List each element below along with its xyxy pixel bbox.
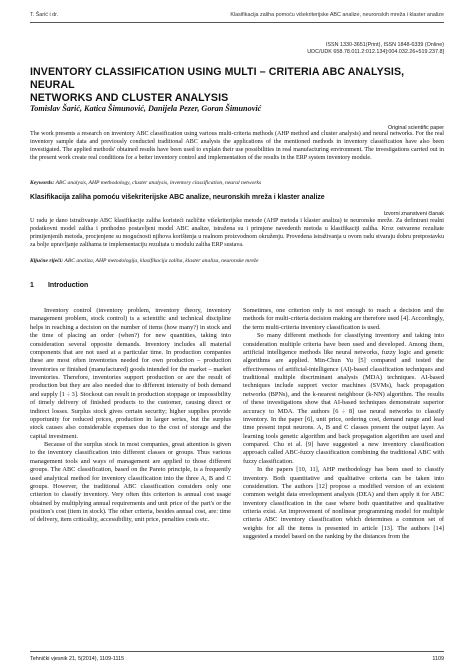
udc-line: UDC/UDK 658.78.011.2:012.134]:004.032.26+519.237.8] [307,49,444,55]
column-left [30,307,231,642]
keywords-en-text: ABC analysis, AHP methodology, cluster analysis, inventory classification, neural networks [55,180,262,186]
column-right [243,307,444,642]
running-header-authors: T. Šarić i dr. [30,12,59,18]
section-number: 1 [30,282,34,289]
header-rule [30,22,444,23]
keywords-hr [30,258,444,265]
paragraph: So many different methods for classifying inventory and taking into consideration multiple criteria have been used and developed. Among them, artificial intelligence methods like neural networks, fuzzy logic and genetic algorithms are applied. Min-Chun Yu [5] compared and tested the effectiveness of artificial-intelligence (AI)-based classification techniques and traditional multiple discriminant analysis (MDA) techniques. AI-based techniques include support vector machines (SVMs), back propagation networks (BPNs), and the k-nearest neighbour (k-NN) algorithm. The results of these investigations show that AI-based techniques demonstrate superior accuracy to MDA. The authors [6 ÷ 8] use neural networks to classify inventory. In the paper [6], unit price, ordering cost, demand range and lead time present input neurons. A, B and C classes present the output layer. As learning tools genetic algorithm and back propagation algorithm are used and compared. Chu et al. [9] have suggested a new inventory classification approach called ABC-fuzzy classification combining the traditional ABC with fuzzy classification. [243,332,444,465]
author-list: Tomislav Šarić, Katica Šimunović, Danijela Pezer, Goran Šimunović [30,104,262,113]
body-columns [30,307,444,642]
paper-title-line-1: INVENTORY CLASSIFICATION USING MULTI – CRITERIA ABC ANALYSIS, NEURAL [30,66,405,91]
journal-citation: Tehnički vjesnik 21, 5(2014), 1109-1115 [30,656,125,662]
abstract-en: The work presents a research on inventory ABC classification using various multi-criteria methods (AHP method and cluster analysis) and neural networks. For the real inventory sample data and previously conducted traditional ABC analysis the applications of the mentioned methods in inventory classification have also been investigated. The applied methods' obtained results have been used to explain their use possibilities in real manufacturing environment. The investigations carried out in the present work create real conditions for a better inventory control and implementation of the results in the ERP system inventory module. [30,131,444,161]
page-number: 1109 [432,656,444,662]
keywords-hr-label: Ključne riječi: [30,258,64,264]
paper-type-hr: Izvorni znanstveni članak [383,211,444,217]
issn-line: ISSN 1330-3651(Print), ISSN 1848-6339 (Online) [325,42,444,48]
abstract-hr: U radu je dano istraživanje ABC klasifikacije zaliha koristeći različite višekriterijske metode (AHP metoda i klaster analiza) te neuronske mreže. Za definirani realni podatkovni model zaliha i prethodno postavljeni model ABC analize, istražena su i primjene navedenih metoda u klasifikaciji zaliha. Kroz ostvarene rezultate primijenjenih metoda, procjenjene su mogućnosti njihova korištenja u realnom proizvodnom okruženju. Provedena istraživanja u ovom radu stvaraju dobru pretpostavku za bolje upravljanje zalihama te implementaciju rezultata u modulu zaliha ERP sustava. [30,218,444,248]
keywords-hr-text: ABC analiza, AHP metodologija, klasifikacija zaliha, klaster analiza, neuronske mreže [64,258,259,264]
paragraph: In the papers [10, 11], AHP methodology has been used to classify inventory. Both quantitative and qualitative criteria can be taken into consideration. The authors [12] propose a modified version of an existent common weight data envelopment analysis (DEA) and then apply it for ABC inventory classification in the case where both quantitative and qualitative criteria exist. An improvement of nonlinear programming model for multiple criteria ABC inventory classification which determines a common set of weights for all the items is presented in article [13]. The authors [14] suggested a model based on the ranking by the distances from the [243,466,444,541]
paper-type-en: Original scientific paper [387,125,444,131]
paragraph: Sometimes, one criterion only is not enough to reach a decision and the methods for multi-criteria decision making are therefore used [4]. Accordingly, the term multi-criteria inventory classification is used. [243,307,444,331]
issn-block [307,42,444,56]
paragraph: Inventory control (inventory problem, inventory theory, inventory management problem, stock control) is a scientific and technical discipline helps in reaching a decision on the number of items (how many?) in stock and the time of placing an order (when?) for new quantities, taking into consideration several opposite demands. Inventory includes all material components that are not used at a particular time. In production companies these are most often inventories needed for own production – production inventories or finished (manufactured) goods intended for the market – market inventories. Therefore, inventories support production or are the result of production but they are also needed due to different intensity of both demand and supply [1 ÷ 3]. Stockout can result in production stoppage or impossibility of timely delivery of finished products to the customer, causing direct or indirect losses. Surplus stock gives certain security; higher supplies provide opportunity for reduced prices, production in larger series, but the surplus stock causes also considerable expenses due to the cost of storage and the capital investment. [30,307,231,440]
keywords-en-label: Keywords: [30,180,55,186]
paper-title [30,66,444,105]
paper-title-line-2: NETWORKS AND CLUSTER ANALYSIS [30,92,229,104]
running-header-title: Klasifikacija zaliha pomoću višekriterijske ABC analize, neuronskih mreža i klaster analize [230,12,444,18]
footer-rule [30,651,444,652]
keywords-en [30,180,444,187]
croatian-title: Klasifikacija zaliha pomoću višekriterijske ABC analize, neuronskih mreža i klaster analize [30,194,325,201]
section-heading [30,282,88,297]
paragraph: Because of the surplus stock in most companies, great attention is given to the inventory classification into different classes or groups. Thus various management tools and ways of management are applied to those different groups. The ABC classification, based on the Pareto principle, is a frequently used analytical method for inventory classification into the three A, B and C groups. However, the traditional ABC classification considers only one criterion to classify inventory. Very often this criterion is annual cost usage obtained by multiplying annual requirements and unit price of the part's or the position's cost (item in stock). The other criteria, besides annual cost, are: time of delivery, item criticality, accessibility, unit price, penalties costs etc. [30,441,231,524]
section-title: Introduction [48,282,89,289]
